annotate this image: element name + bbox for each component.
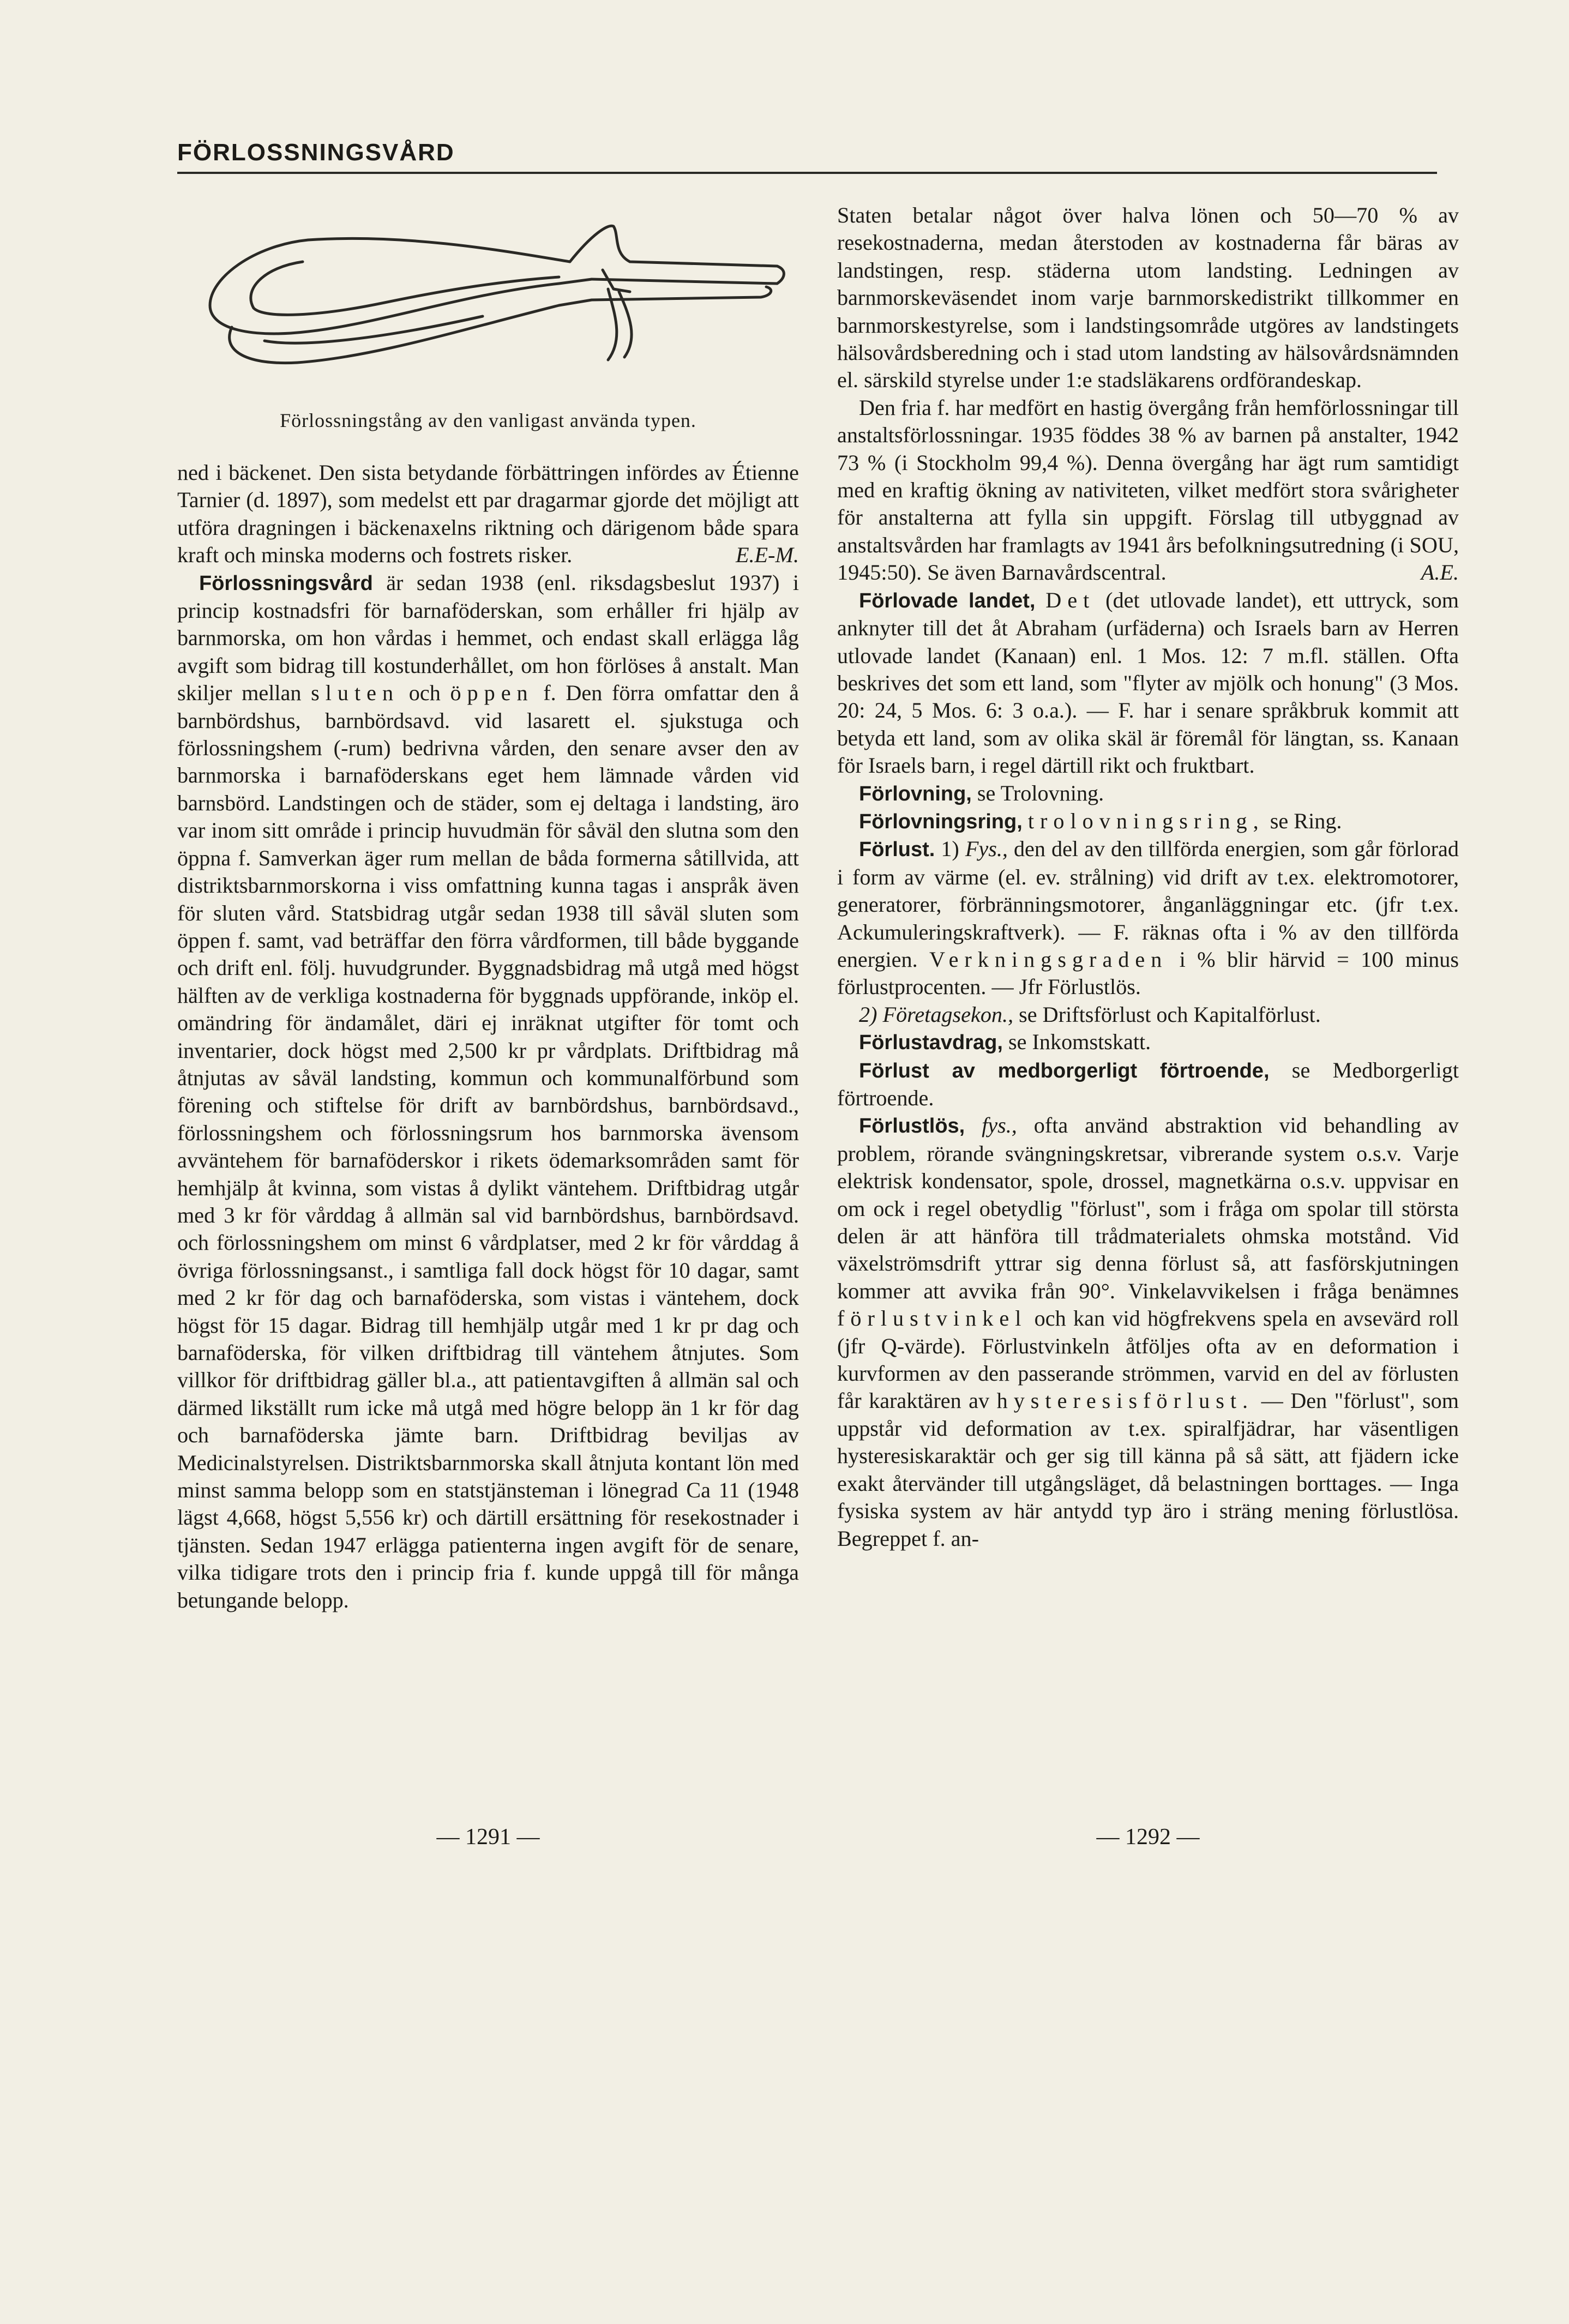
entry-text: den del av den tillförda energien, som går förlorad i form av värme (el. ev. strålning) vid drift av t.ex. elektromotorer, generatorer, förbränningsmotorer, ånganläggningar etc. (jfr t.ex. Ackumuleringskraftverk). — F. räknas ofta i % av den tillförda energien. [837, 836, 1459, 972]
subject-label: Fys., [965, 836, 1008, 862]
right-column-text [837, 202, 1459, 1552]
entry-forlovning [837, 780, 1459, 808]
author-signature: A.E. [1421, 560, 1459, 585]
entry-text: i % blir härvid = 100 minus förlustprocenten. — Jfr Förlustlös. [837, 947, 1459, 1000]
headword: Förlovning, [859, 782, 972, 805]
spaced-term: hysteresisförlust. [996, 1388, 1254, 1413]
entry-text: är sedan 1938 (enl. riksdagsbeslut 1937) i princip kostnadsfri för barnaföderskan, som erhåller fri hjälp av barnmorska, om hon vårdas i hemmet, och endast skall erlägga låg avgift som bidrag till kostunderhållet, om hon förlöses å anstalt. Man skiljer mellan [177, 570, 799, 706]
subject-label: Företagsekon., [882, 1002, 1014, 1027]
paragraph [177, 459, 799, 569]
spaced-term: Det [1045, 587, 1096, 612]
entry-text: f. Den förra omfattar den å barnbördshus, barnbördsavd. vid lasarett el. sjukstuga och förlossningshem (-rum) bedrivna vården, den senare avser den av barnmorska i barnaföderskans eget hem lämnade vården vid barnsbörd. Landstingen och de städer, som ej deltaga i landsting, äro var inom sitt område i princip huvudmän för såväl den slutna som den öppna f. Samverkan äger rum mellan de båda formerna såtillvida, att distriktsbarnmorskorna i viss omfattning kunna tagas i anspråk även för sluten vård. Statsbidrag utgår sedan 1938 till såväl sluten som öppen f. samt, vad beträffar den förra vårdformen, till både byggande och drift enl. följ. huvudgrunder. Byggnadsbidrag må utgå med högst hälften av de verkliga kostnaderna för byggnads uppförande, inköp el. omändring för ändamålet, däri ej inräknat utgifter för tomt och inventarier, dock högst med 2,500 kr pr vårdplats. Driftbidrag må åtnjutas av såväl landsting, kommun och kommunalförbund som förening och stiftelse för drift av barnbördshus, barnbördsavd., förlossningshem och förlossningsrum hos barnmorska ävensom avväntehem för barnaföderskor i rikets ödemarksområden samt för hemhjälp åt kvinna, som vistas å dylikt väntehem. Driftbidrag utgår med 3 kr för vårddag å allmän sal vid barnbördshus, barnbördsavd. och förlossningshem om minst 6 vårdplatser, med 2 kr för vårddag å övriga förlossningsanst., i samtliga fall dock högst för 10 dagar, samt med 2 kr för dag och barnaföderska, som vistas i väntehem, dock högst för 15 dagar. Bidrag till hemhjälp utgår med 1 kr pr dag och barnaföderska, för vilken driftbidrag till väntehem åtnjutes. Som villkor för driftbidrag gäller bl.a., att patientavgiften å allmän sal och därmed likställt rum icke må utgå med högre belopp än 1 kr för dag och barnaföderska jämte barn. Driftbidrag beviljas av Medicinalstyrelsen. Distriktsbarnmorska skall åtnjuta kontant lön med minst samma belopp som en statstjänsteman i lönegrad Ca 11 (1948 lägst 4,668, högst 5,556 kr) och därtill ersättning för resekostnader i tjänsten. Sedan 1947 erlägga patienterna ingen avgift för de senare, vilka tidigare trots den i princip fria f. kunde uppgå till för många betungande belopp. [177, 681, 799, 1612]
figure-caption: Förlossningstång av den vanligast använda typen. [280, 410, 696, 431]
entry-text: ofta använd abstraktion vid behandling av problem, rörande svängningskretsar, vibrerande system o.s.v. Varje elektrisk kondensator, spole, drossel, magnetkärna o.s.v. uppvisar en om ock i regel obetydlig "förlust", som i fråga om spolar till största delen är att hänföra till trådmaterialets ohmska motstånd. Vid växelströmsdrift yttrar sig denna förlust så, att fasförskjutningen kommer att avvika från 90°. Vinkelavvikelsen i fråga benämnes [837, 1113, 1459, 1303]
entry-text: se Trolovning. [971, 780, 1104, 805]
author-signature: E.E-M. [735, 543, 799, 568]
spaced-term: Verkningsgraden [929, 947, 1168, 972]
spaced-term: öppen [450, 681, 534, 706]
headword: Förlovningsring, [859, 810, 1023, 833]
sense-number: 2) [859, 1002, 883, 1027]
forceps-icon [177, 202, 810, 398]
spaced-term: sluten [311, 681, 400, 706]
paragraph-text: Staten betalar något över halva lönen och 50—70 % av resekostnaderna, medan återstoden av kostnaderna får bäras av landstingen, resp. städerna utom landsting. Ledningen av barnmorskeväsendet inom varje barnmorskedistrikt tillkommer en barnmorskestyrelse, som i landstingsområde utgöres av landstingets hälsovårdsberedning och i stad utom landsting av hälsovårdsnämnden el. särskild styrelse under 1:e stadsläkarens ordförandeskap. [837, 203, 1459, 393]
entry-text: se Inkomstskatt. [1002, 1029, 1151, 1055]
spaced-term: förlustvinkel [837, 1306, 1027, 1331]
headword: Förlovade landet, [859, 589, 1036, 612]
entry-forlust-av-medborgerligt-fortroende [837, 1057, 1459, 1112]
left-column [177, 202, 799, 1614]
entry-forlovade-landet [837, 587, 1459, 780]
running-header [177, 139, 1437, 174]
entry-text: och [399, 681, 450, 706]
entry-forlossningsvard [177, 569, 799, 1614]
paragraph [837, 394, 1459, 587]
entry-forlustlos [837, 1112, 1459, 1552]
headword: Förlustavdrag, [859, 1031, 1003, 1055]
left-column-text [177, 459, 799, 1614]
entry-text: och kan vid högfrekvens spela en avsevärd roll (jfr Q-värde). Förlustvinkeln åtföljes ofta av en deformation i kurvformen av den passerande strömmen, varvid en del av förlusten får karaktären av [837, 1306, 1459, 1413]
entry-forlovningsring [837, 808, 1459, 835]
entry-text: se Driftsförlust och Kapitalförlust. [1013, 1002, 1321, 1027]
headword: Förlossningsvård [199, 571, 373, 595]
entry-forlust [837, 835, 1459, 1001]
page-number-right: — 1292 — [1096, 1825, 1200, 1850]
entry-forlustavdrag [837, 1028, 1459, 1056]
entry-forlust-2 [837, 1001, 1459, 1028]
headword: Förlustlös, [859, 1115, 965, 1138]
headword: Förlust av medborgerligt förtroende, [859, 1059, 1270, 1082]
right-column [837, 202, 1459, 1552]
entry-text: (det utlovade landet), ett uttryck, som anknyter till det åt Abraham (urfäderna) och Israels barn av Herren utlovade landet (Kanaan) enl. 1 Mos. 12: 7 m.fl. ställen. Ofta beskrives det som ett land, som "flyter av mjölk och honung" (3 Mos. 20: 24, 5 Mos. 6: 3 o.a.). — F. har i senare språkbruk kommit att betyda ett land, som av olika skäl är föremål för längtan, ss. Kanaan för Israels barn, i regel därtill rikt och fruktbart. [837, 587, 1459, 778]
figure [177, 202, 799, 432]
paragraph-text: Den fria f. har medfört en hastig övergång från hemförlossningar till anstaltsförlossningar. 1935 föddes 38 % av barnen på anstalter, 1942 73 % (i Stockholm 99,4 %). Denna övergång har ägt rum samtidigt med en kraftig ökning av nativiteten, vilket medfört stora svårigheter för anstalterna att fylla sin uppgift. Förslag till utbyggnad av anstaltsvården har framlagts av 1941 års befolkningsutredning (i SOU, 1945:50). Se även Barnavårdscentral. [837, 395, 1459, 585]
paragraph-text: ned i bäckenet. Den sista betydande förbättringen infördes av Étienne Tarnier (d. 1897), som medelst ett par dragarmar gjorde det möjligt att utföra dragningen i bäckenaxelns riktning och därigenom både spara kraft och minska moderns och fostrets risker. [177, 460, 799, 568]
entry-text: — Den "förlust", som uppstår vid deformation av t.ex. spiralfjädrar, har väsentligen hysteresiskaraktär och ger sig till känna på så sätt, att fjädern icke exakt återvänder till utgångsläget, då belastningen borttages. — Inga fysiska system av här antydd typ äro i sträng mening förlustlösa. Begreppet f. an- [837, 1388, 1459, 1551]
paragraph [837, 202, 1459, 394]
spaced-term: trolovningsring, [1027, 808, 1265, 833]
entry-text: se Medborgerligt förtroende. [837, 1057, 1459, 1110]
headword: Förlust. [859, 838, 935, 862]
page-title: FÖRLOSSNINGSVÅRD [177, 139, 455, 166]
subject-label: fys., [982, 1113, 1017, 1138]
entry-text: se Ring. [1264, 808, 1342, 833]
entry-text: 1) [935, 836, 965, 862]
page-number-left: — 1291 — [436, 1825, 540, 1850]
